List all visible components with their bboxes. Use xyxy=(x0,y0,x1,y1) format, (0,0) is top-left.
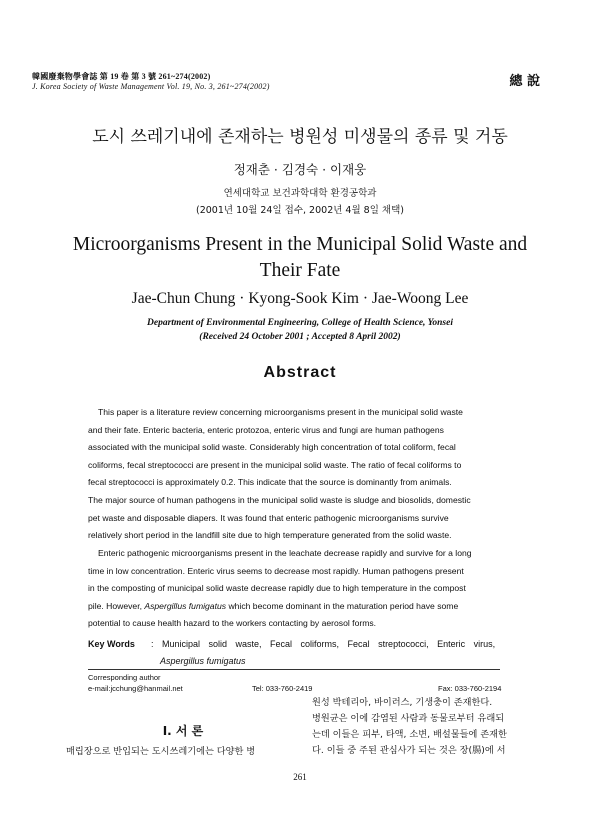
section-heading: Ⅰ. 서 론 xyxy=(162,724,204,738)
abstract-line: pile. However, Aspergillus fumigatus which become dominant in the maturation period have some xyxy=(88,600,459,611)
abstract-paragraph-1 xyxy=(88,404,508,545)
title-english-line-2: Their Fate xyxy=(259,260,341,281)
authors-english: Jae-Chun Chung · Kyong-Sook Kim · Jae-Woong Lee xyxy=(131,290,469,307)
abstract-heading: Abstract xyxy=(263,364,337,381)
abstract-paragraph-2 xyxy=(88,545,508,633)
body-line: 는데 이들은 피부, 타액, 소변, 배설물들에 존재한 xyxy=(312,729,507,740)
abstract-line: potential to cause health hazard to the workers contacting by aerosol forms. xyxy=(88,618,377,629)
abstract-line: and their fate. Enteric bacteria, enteric protozoa, enteric virus and fungi are human pathogens xyxy=(88,424,444,435)
abstract-line: in the composting of municipal solid waste decrease rapidly due to high temperature in the compost xyxy=(88,583,466,594)
journal-citation-korean: 韓國廢棄物學會誌 第 19 卷 第 3 號 261~274(2002) xyxy=(32,72,211,81)
abstract-line: The major source of human pathogens in the municipal solid waste is sludge and biosolids, domestic xyxy=(88,494,471,505)
abstract-line: relatively short period in the landfill site due to high temperature generated from the solid waste. xyxy=(88,530,452,541)
abstract-line: associated with the municipal solid waste. Considerably high concentration of total coliform, fecal xyxy=(88,442,456,453)
abstract-line: time in low concentration. Enteric virus seems to decrease most rapidly. Human pathogens present xyxy=(88,565,464,576)
abstract-line: coliforms, fecal streptococci are present in the municipal solid waste. The ratio of fecal coliforms to xyxy=(88,459,462,470)
journal-citation-english: J. Korea Society of Waste Management Vol. 19, No. 3, 261~274(2002) xyxy=(32,82,270,91)
corresponding-email: e-mail:jcchung@hanmail.net xyxy=(88,684,183,693)
corresponding-fax: Fax: 033-760-2194 xyxy=(438,684,502,693)
abstract-line: pet waste and disposable diapers. It was found that enteric pathogenic microorganisms survive xyxy=(88,512,449,523)
title-korean: 도시 쓰레기내에 존재하는 병원성 미생물의 종류 및 거동 xyxy=(92,127,508,147)
authors-korean: 정재춘 · 김경숙 · 이재웅 xyxy=(233,162,367,177)
title-english-line-1: Microorganisms Present in the Municipal Solid Waste and xyxy=(72,234,528,255)
abstract-line: fecal streptococci is approximately 0.2. This indicate that the source is dominantly from animals. xyxy=(88,477,452,488)
title-english xyxy=(0,232,600,284)
body-left-column: 매립장으로 반입되는 도시쓰레기에는 다양한 병 xyxy=(66,746,256,757)
keywords xyxy=(88,636,508,666)
body-right-column xyxy=(312,695,542,759)
dates-korean: (2001년 10월 24일 접수, 2002년 4월 8일 채택) xyxy=(196,205,404,216)
abstract-line: This paper is a literature review concerning microorganisms present in the municipal solid waste xyxy=(98,407,463,417)
affiliation-korean: 연세대학교 보건과학대학 환경공학과 xyxy=(223,188,377,199)
species-name: Aspergillus fumigatus xyxy=(144,600,227,611)
body-line: 원성 박테리아, 바이러스, 기생충이 존재한다. xyxy=(312,697,493,708)
keywords-line-2: Aspergillus fumigatus xyxy=(160,656,246,666)
keywords-line-1: : Municipal solid waste, Fecal coliforms, Fecal streptococci, Enteric virus, xyxy=(151,639,496,649)
corresponding-tel: Tel: 033-760-2419 xyxy=(252,684,313,693)
body-line: 병원균은 이에 감염된 사람과 동물로부터 유래되 xyxy=(312,713,505,724)
keywords-label: Key Words xyxy=(88,639,135,649)
dates-english: (Received 24 October 2001 ; Accepted 8 April 2002) xyxy=(199,332,401,342)
abstract-line: Enteric pathogenic microorganisms present in the leachate decrease rapidly and survive for a long xyxy=(98,548,472,558)
page-number: 261 xyxy=(293,772,307,782)
divider xyxy=(88,669,500,670)
affiliation-english: Department of Environmental Engineering, College of Health Science, Yonsei xyxy=(147,318,453,328)
corresponding-author-label: Corresponding author xyxy=(88,673,161,682)
body-line: 다. 이들 중 주된 관심사가 되는 것은 장(腸)에 서 xyxy=(312,745,506,756)
article-type-label: 總 說 xyxy=(509,74,540,89)
keywords-list xyxy=(151,636,508,670)
